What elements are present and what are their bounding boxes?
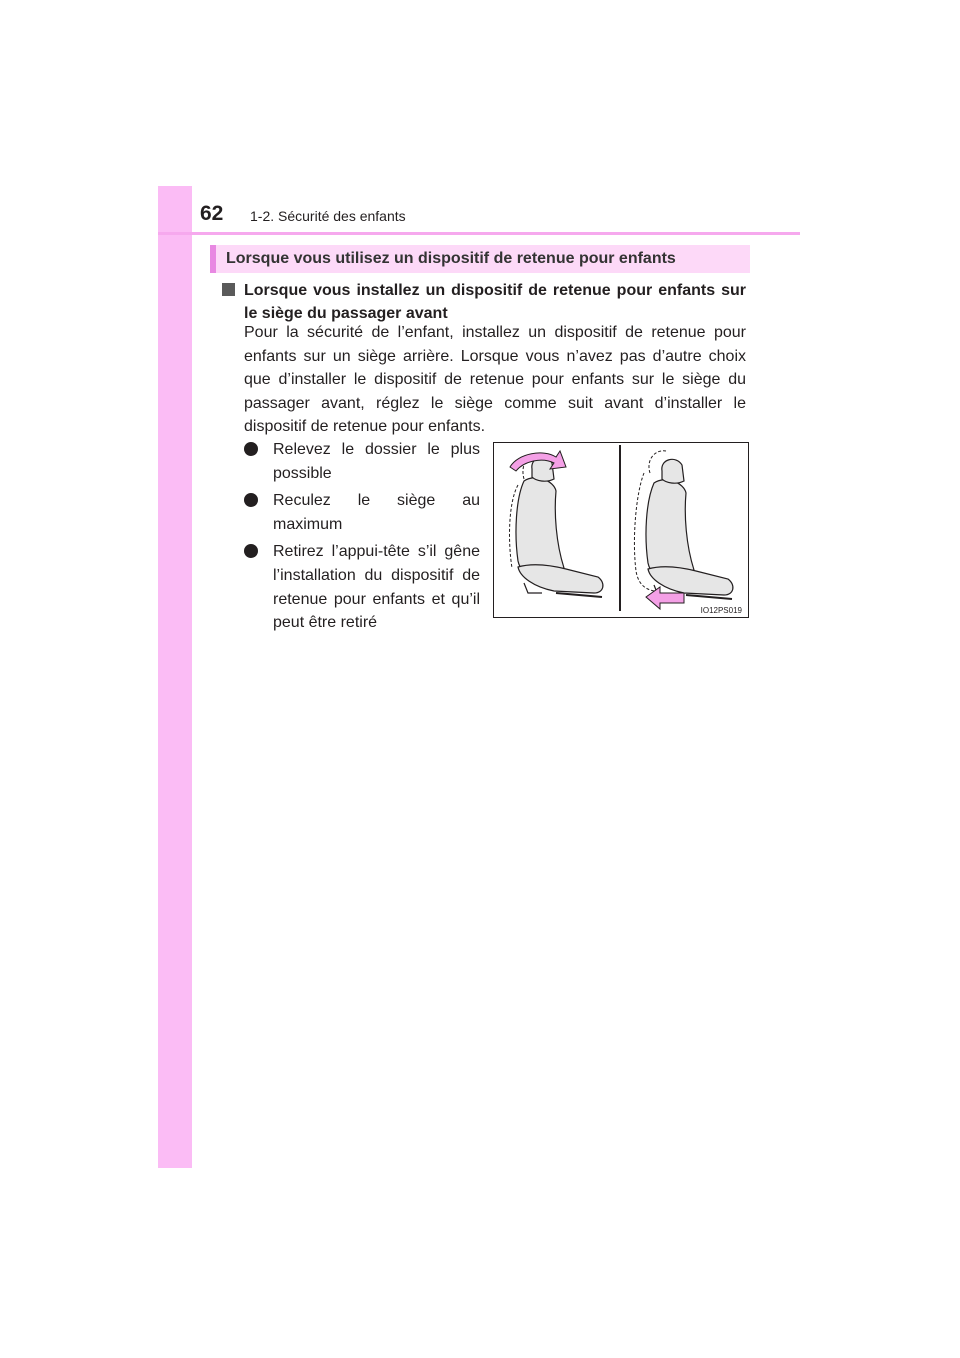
instruction-list xyxy=(244,438,480,639)
subsection-heading-text: Lorsque vous installez un dispositif de retenue pour enfants sur le siège du passager avant xyxy=(244,282,746,322)
page-number: 62 xyxy=(200,202,224,225)
section-heading xyxy=(210,245,750,273)
seat-right-icon xyxy=(646,459,733,599)
chapter-title: 1-2. Sécurité des enfants xyxy=(250,208,406,224)
bullet-dot-icon xyxy=(244,442,258,456)
bullet-dot-icon xyxy=(244,493,258,507)
figure-code: IO12PS019 xyxy=(700,606,742,615)
seat-left-icon xyxy=(516,457,603,597)
seat-adjustment-figure xyxy=(493,442,749,618)
side-tab-band xyxy=(158,186,192,1168)
section-heading-text: Lorsque vous utilisez un dispositif de retenue pour enfants xyxy=(226,250,676,267)
list-item: Reculez le siège au maximum xyxy=(244,489,480,536)
seat-illustration xyxy=(494,443,748,617)
header-rule xyxy=(158,232,800,235)
bullet-dot-icon xyxy=(244,544,258,558)
subsection-heading xyxy=(222,279,746,325)
square-bullet-icon xyxy=(222,283,235,296)
body-paragraph: Pour la sécurité de l’enfant, installez un dispositif de retenue pour enfants sur un siège arrière. Lorsque vous n’avez pas d’autre choix que d’installer le dispositif de retenue pour enfants sur le siège du passager avant, réglez le siège comme suit avant d’installer le dispositif de retenue pour enfants. xyxy=(244,324,746,436)
list-item: Retirez l’appui-tête s’il gêne l’installation du dispositif de retenue pour enfants et qu’il peut être retiré xyxy=(244,540,480,634)
list-item: Relevez le dossier le plus possible xyxy=(244,438,480,485)
